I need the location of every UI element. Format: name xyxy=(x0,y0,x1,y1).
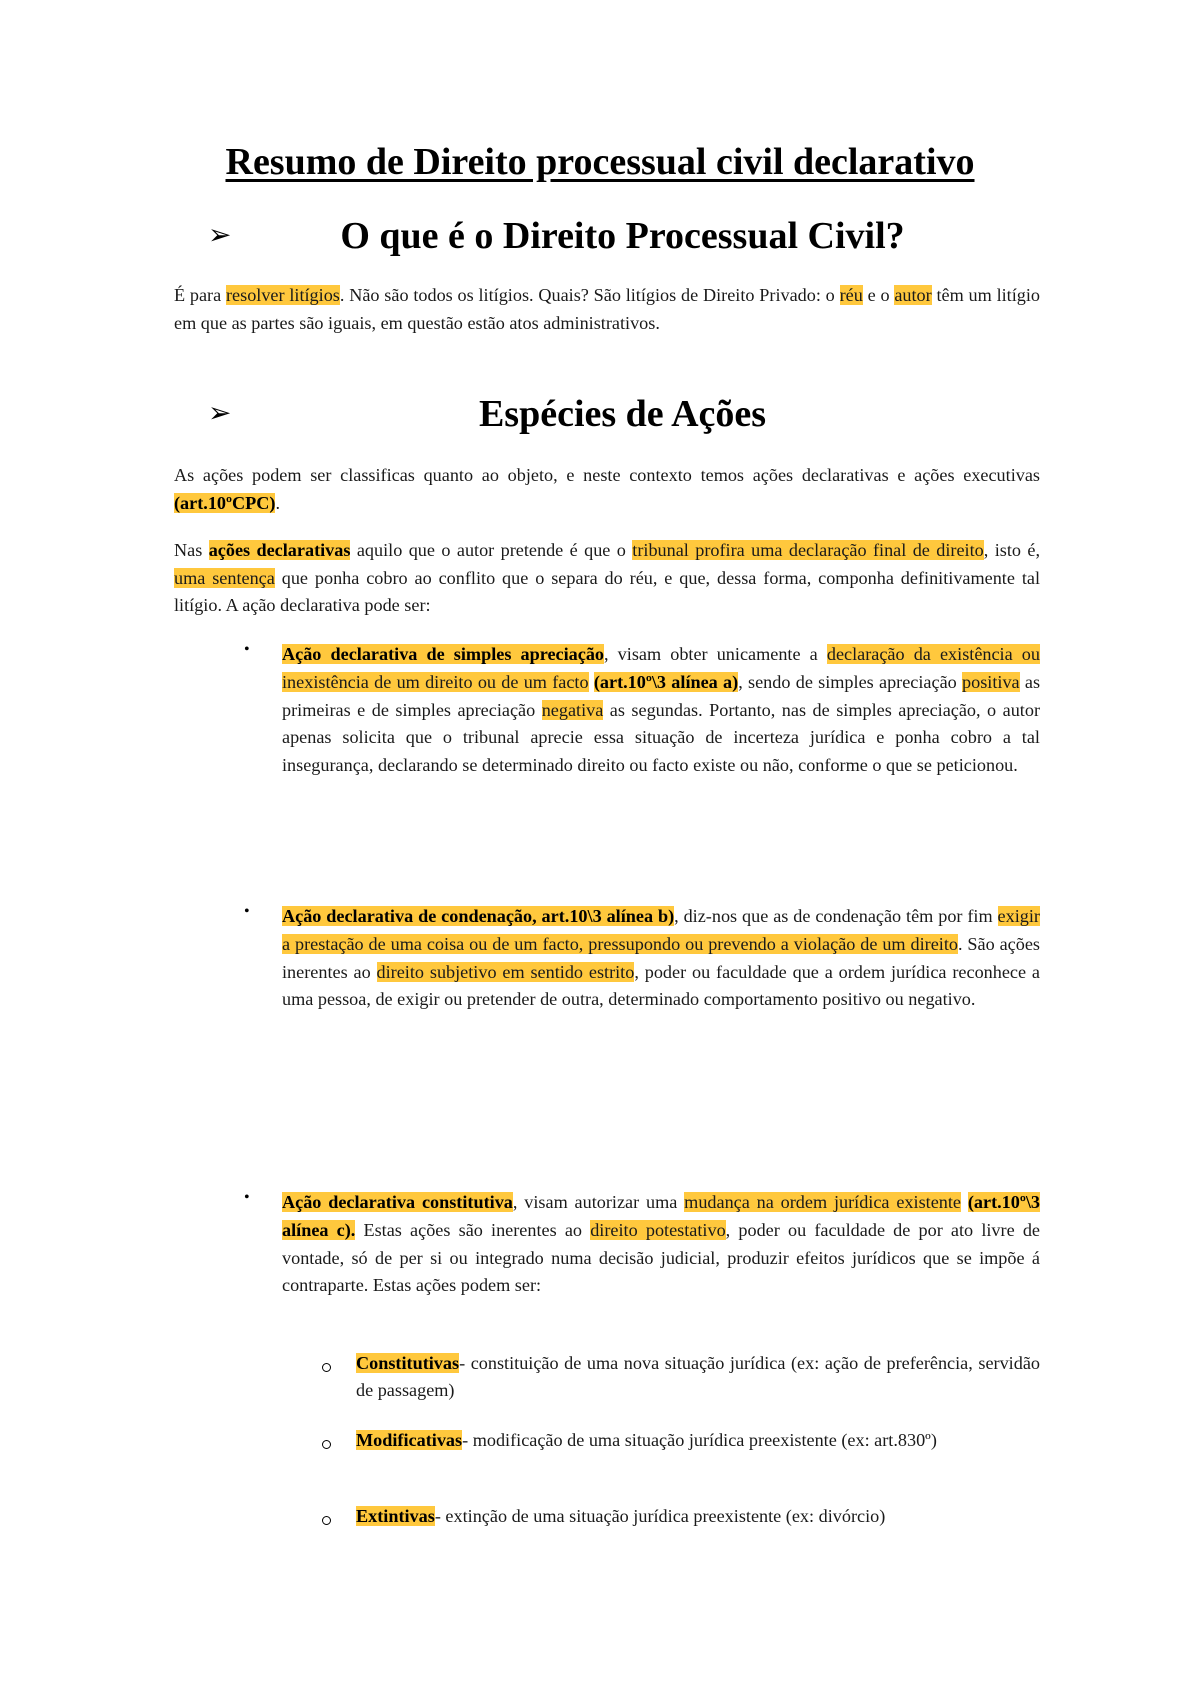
section-heading-text: Espécies de Ações xyxy=(478,393,767,435)
text-run: , visam obter unicamente a xyxy=(604,644,827,664)
highlighted-text: positiva xyxy=(962,671,1020,692)
highlighted-text: tribunal profira uma declaração final de direito xyxy=(632,540,984,560)
text-run: , poder ou faculdade de por ato livre de vontade, só de per si ou integrado numa decisão judicial, produzir efeitos jurídicos que se impõe á contraparte. Estas ações podem ser: xyxy=(282,1219,1040,1296)
text-run: e o xyxy=(862,285,895,305)
text-run: . xyxy=(275,492,280,513)
document-title: Resumo de Direito processual civil declarativo xyxy=(225,141,975,183)
text-run: , visam autorizar uma xyxy=(512,1192,685,1212)
section-heading-text: O que é o Direito Processual Civil? xyxy=(340,215,905,257)
text-run: . São ações inerentes ao xyxy=(282,933,1041,982)
highlighted-text: declaração da existência ou inexistência de um direito ou de um facto xyxy=(282,644,1040,692)
highlighted-text: negativa xyxy=(541,699,604,720)
text-run: - extinção de uma situação jurídica preexistente (ex: divórcio) xyxy=(434,1506,886,1526)
arrowhead-bullet-icon: ➢ xyxy=(208,396,232,429)
hollow-circle-bullet-icon xyxy=(322,1440,331,1449)
highlighted-term: Ação declarativa constitutiva xyxy=(282,1192,513,1212)
highlighted-reference: (art.10ºCPC) xyxy=(174,492,276,513)
hollow-circle-bullet-icon xyxy=(322,1516,331,1525)
highlighted-text: uma sentença xyxy=(174,567,275,588)
highlighted-text: resolver litígios xyxy=(225,285,340,305)
list-item-condenacao xyxy=(282,903,1040,1014)
highlighted-term: Ação declarativa de condenação, art.10\3 alínea b) xyxy=(282,906,675,926)
highlighted-text: direito potestativo xyxy=(590,1219,726,1240)
text-run: Estas ações são inerentes ao xyxy=(355,1219,591,1240)
highlighted-term: Ação declarativa de simples apreciação xyxy=(282,644,605,664)
paragraph-definition xyxy=(174,282,1040,337)
arrowhead-bullet-icon: ➢ xyxy=(208,218,232,251)
paragraph-declarative-actions xyxy=(174,537,1040,620)
highlighted-text: réu xyxy=(839,285,863,305)
highlighted-term: Modificativas xyxy=(356,1430,463,1450)
highlighted-text: direito subjetivo em sentido estrito xyxy=(376,961,635,982)
sub-list-item-constitutivas xyxy=(356,1350,1040,1403)
hollow-circle-bullet-icon xyxy=(322,1363,331,1372)
highlighted-text: autor xyxy=(894,285,932,305)
highlighted-term: ações declarativas xyxy=(208,540,351,560)
text-run: , diz-nos que as de condenação têm por fim xyxy=(674,906,998,926)
highlighted-text: exigir a prestação de uma coisa ou de um facto, pressupondo ou prevendo a violação de um direito xyxy=(282,906,1040,954)
highlighted-term: Constitutivas xyxy=(356,1353,460,1373)
sub-list-item-extintivas xyxy=(356,1503,1040,1530)
highlighted-reference: (art.10º\3 alínea c). xyxy=(282,1192,1041,1240)
text-run: - constituição de uma nova situação jurídica (ex: ação de preferência, servidão de passagem) xyxy=(356,1353,1040,1400)
text-run: Nas xyxy=(174,540,209,560)
text-run: , poder ou faculdade que a ordem jurídica reconhece a uma pessoa, de exigir ou pretender de outra, determinado comportamento positivo ou negativo. xyxy=(282,961,1040,1010)
text-run xyxy=(961,1192,968,1212)
text-run: as primeiras e de simples apreciação xyxy=(282,671,1041,720)
sub-list-item-modificativas xyxy=(356,1427,1040,1454)
list-item-constitutiva xyxy=(282,1189,1040,1300)
section-heading-2 xyxy=(0,392,1200,446)
text-run: - modificação de uma situação jurídica preexistente (ex: art.830º) xyxy=(462,1430,937,1450)
bullet-dot-icon: • xyxy=(244,1189,250,1206)
bullet-dot-icon: • xyxy=(244,641,250,658)
text-run: que ponha cobro ao conflito que o separa do réu, e que, dessa forma, componha definitivamente tal litígio. A ação declarativa pode ser: xyxy=(174,567,1041,615)
bullet-dot-icon: • xyxy=(244,903,250,920)
text-run: As ações podem ser classificas quanto ao objeto, e neste contexto temos ações declarativas e ações executivas xyxy=(174,465,1040,485)
text-run: as segundas. Portanto, nas de simples apreciação, o autor apenas solicita que o tribunal aprecie essa situação de incerteza jurídica e ponha cobro a tal insegurança, declarando se determinado direito ou facto existe ou não, conforme o que se peticionou. xyxy=(282,699,1040,776)
text-run: aquilo que o autor pretende é que o xyxy=(350,540,633,560)
section-heading-1 xyxy=(0,214,1200,268)
highlighted-text: mudança na ordem jurídica existente xyxy=(684,1192,961,1212)
text-run: . Não são todos os litígios. Quais? São litígios de Direito Privado: o xyxy=(339,285,840,305)
paragraph-classification xyxy=(174,462,1040,517)
text-run: É para xyxy=(174,285,226,305)
highlighted-term: Extintivas xyxy=(356,1506,435,1526)
text-run: têm um litígio em que as partes são iguais, em questão estão atos administrativos. xyxy=(174,285,1041,333)
text-run: , sendo de simples apreciação xyxy=(738,671,963,692)
text-run: , isto é, xyxy=(983,540,1040,560)
list-item-simple-apreciacao xyxy=(282,641,1040,780)
highlighted-reference: (art.10º\3 alínea a) xyxy=(593,671,739,692)
